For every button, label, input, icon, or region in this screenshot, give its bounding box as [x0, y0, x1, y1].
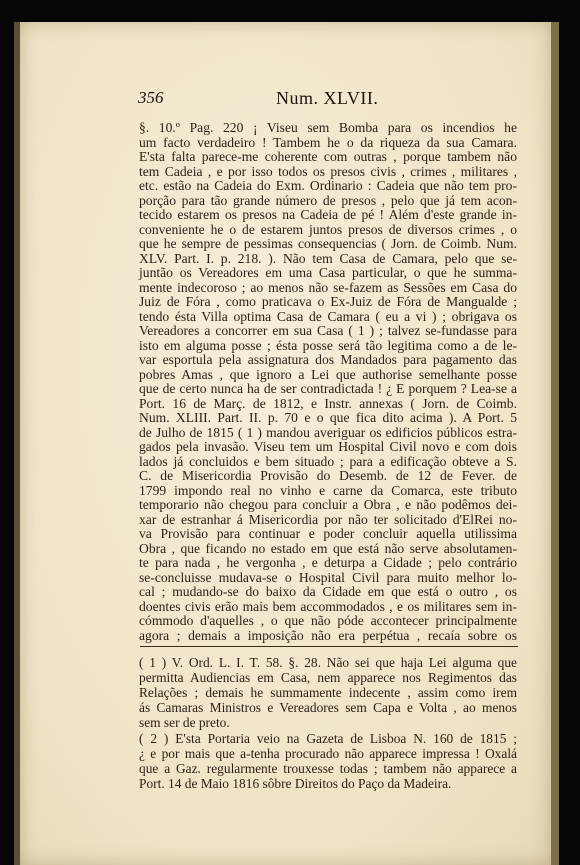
body-line: etc. estão na Cadeia do Exm. Ordinario : Cadeia que não tem pro- [139, 178, 517, 193]
body-line: se-concluisse mudava-se o Hospital Civil para muito melhor lo- [139, 569, 517, 585]
body-line: Port. 16 de Març. de 1812, e Instr. annexas ( Jorn. de Coimb. [139, 395, 517, 411]
body-line: Juiz de Fóra , como praticava o Ex-Juiz de Fóra de Mangualde ; [139, 294, 517, 309]
body-line: mente indecoroso ; ao menos não se-fazem as Sessões em Casa do [139, 279, 517, 295]
body-line: que he sempre de pessimas consequencias ( Jorn. de Coimb. Num. [139, 236, 517, 251]
page-number: 356 [138, 88, 164, 107]
body-line: te para nada , he vergonha , e deturpa a Cidade ; pelo contrário [139, 555, 517, 570]
body-line: E'sta falta parece-me coherente com outras , porque tambem não [139, 149, 517, 164]
body-line: porção para tão grande número de presos , pelo que já tem acon- [139, 192, 517, 208]
footnote-line: ás Camaras Ministros e Vereadores sem Capa e Volta , ao menos [139, 700, 517, 715]
body-line: tecido estarem os presos na Cadeia de pé ! Além d'este grande in- [139, 207, 517, 222]
footnote-rule [140, 646, 518, 647]
body-line: 1799 impondo real no vinho e carne da Comarca, este tributo [139, 482, 517, 498]
footnote-line: sem ser de preto. [139, 715, 230, 730]
body-line: tem Cadeia , e por isso todos os presos civis , crimes , militares , [139, 163, 517, 179]
body-line: Obra , que ficando no estado em que está não serve absolutamen- [139, 540, 517, 556]
body-line: Vereadores a concorrer em sua Casa ( 1 ) ; talvez se-fundasse para [139, 323, 517, 338]
body-line: que de certo nunca ha de ser contradictada ! ¿ E porquem ? Lea-se a [139, 381, 517, 396]
footnote-line: ¿ e por mais que a-tenha procurado não apparece impressa ! Oxalá [139, 746, 517, 761]
body-line: pobres Amas , que ignoro a Lei que authorise semelhante posse [139, 366, 517, 382]
body-line: Num. XLIII. Part. II. p. 70 e o que fica dito acima ). A Port. 5 [139, 410, 517, 425]
footnote-line: Relações ; demais he summamente indecente , assim como irem [139, 685, 517, 700]
footnote-line: ( 2 ) E'sta Portaria veio na Gazeta de Lisboa N. 160 de 1815 ; [139, 731, 517, 746]
body-line: temporario não chegou para concluir a Obra , e não podêmos dei- [139, 497, 517, 512]
footnote-line: permitta Audiencias em Casa, nem apparece nos Regimentos das [139, 670, 517, 685]
footnote-line: Port. 14 de Maio 1816 sôbre Direitos do Paço da Madeira. [139, 776, 452, 791]
body-line: lados já concluidos e bem situado ; para a edificação obteve a S. [139, 453, 517, 469]
body-line: gados pela invasão. Viseu tem um Hospital Civil novo e com dois [139, 439, 517, 454]
body-line: cal ; mudando-se do baixo da Cidade em que está o outro , os [139, 584, 517, 599]
body-line: um facto verdadeiro ! Tambem he o da riqueza da sua Camara. [139, 134, 517, 150]
body-line: var esportula pela assignatura dos Mandados para pagamento das [139, 352, 517, 367]
body-line: XLV. Part. I. p. 218. ). Não tem Casa de Camara, pelo que se- [139, 250, 517, 266]
body-line: doentes civis erão mais bem accommodados , e os militares sem in- [139, 598, 517, 614]
body-line: juntão os Vereadores em uma Casa particular, o que he summa- [139, 265, 517, 280]
page-header [138, 88, 508, 110]
footnote-line: ( 1 ) V. Ord. L. I. T. 58. §. 28. Não sei que haja Lei alguma que [139, 655, 517, 670]
body-line: tendo ésta Villa optima Casa de Camara ( eu a vi ) ; obrigava os [139, 308, 517, 324]
body-line: isto em alguma posse ; ésta posse será tão legitima como a de le- [139, 337, 517, 353]
body-line: de Julho de 1815 ( 1 ) mandou averiguar os edificios públicos estra- [139, 424, 517, 440]
body-line: cómmodo d'aquelles , o que não póde accontecer principalmente [139, 613, 517, 628]
body-line: agora ; demais a imposição não era perpétua , recaía sobre os [139, 627, 517, 643]
body-line: conveniente he o de estarem juntos presos de diversos crimes , o [139, 221, 517, 237]
body-line: xar de estranhar á Misericordia por não ter solicitado d'ElRei no- [139, 511, 517, 527]
body-line: C. de Misericordia Provisão do Desemb. de 12 de Fever. de [139, 468, 517, 483]
footnote-line: que a Gaz. regularmente trouxesse todas ; tambem não apparece a [139, 761, 517, 776]
body-line: va Provisão para continuar e poder concluir aquella utilissima [139, 526, 517, 541]
book-edge-right [551, 22, 559, 865]
running-head: Num. XLVII. [276, 88, 379, 108]
body-line: §. 10.º Pag. 220 ¡ Viseu sem Bomba para os incendios he [139, 120, 517, 135]
